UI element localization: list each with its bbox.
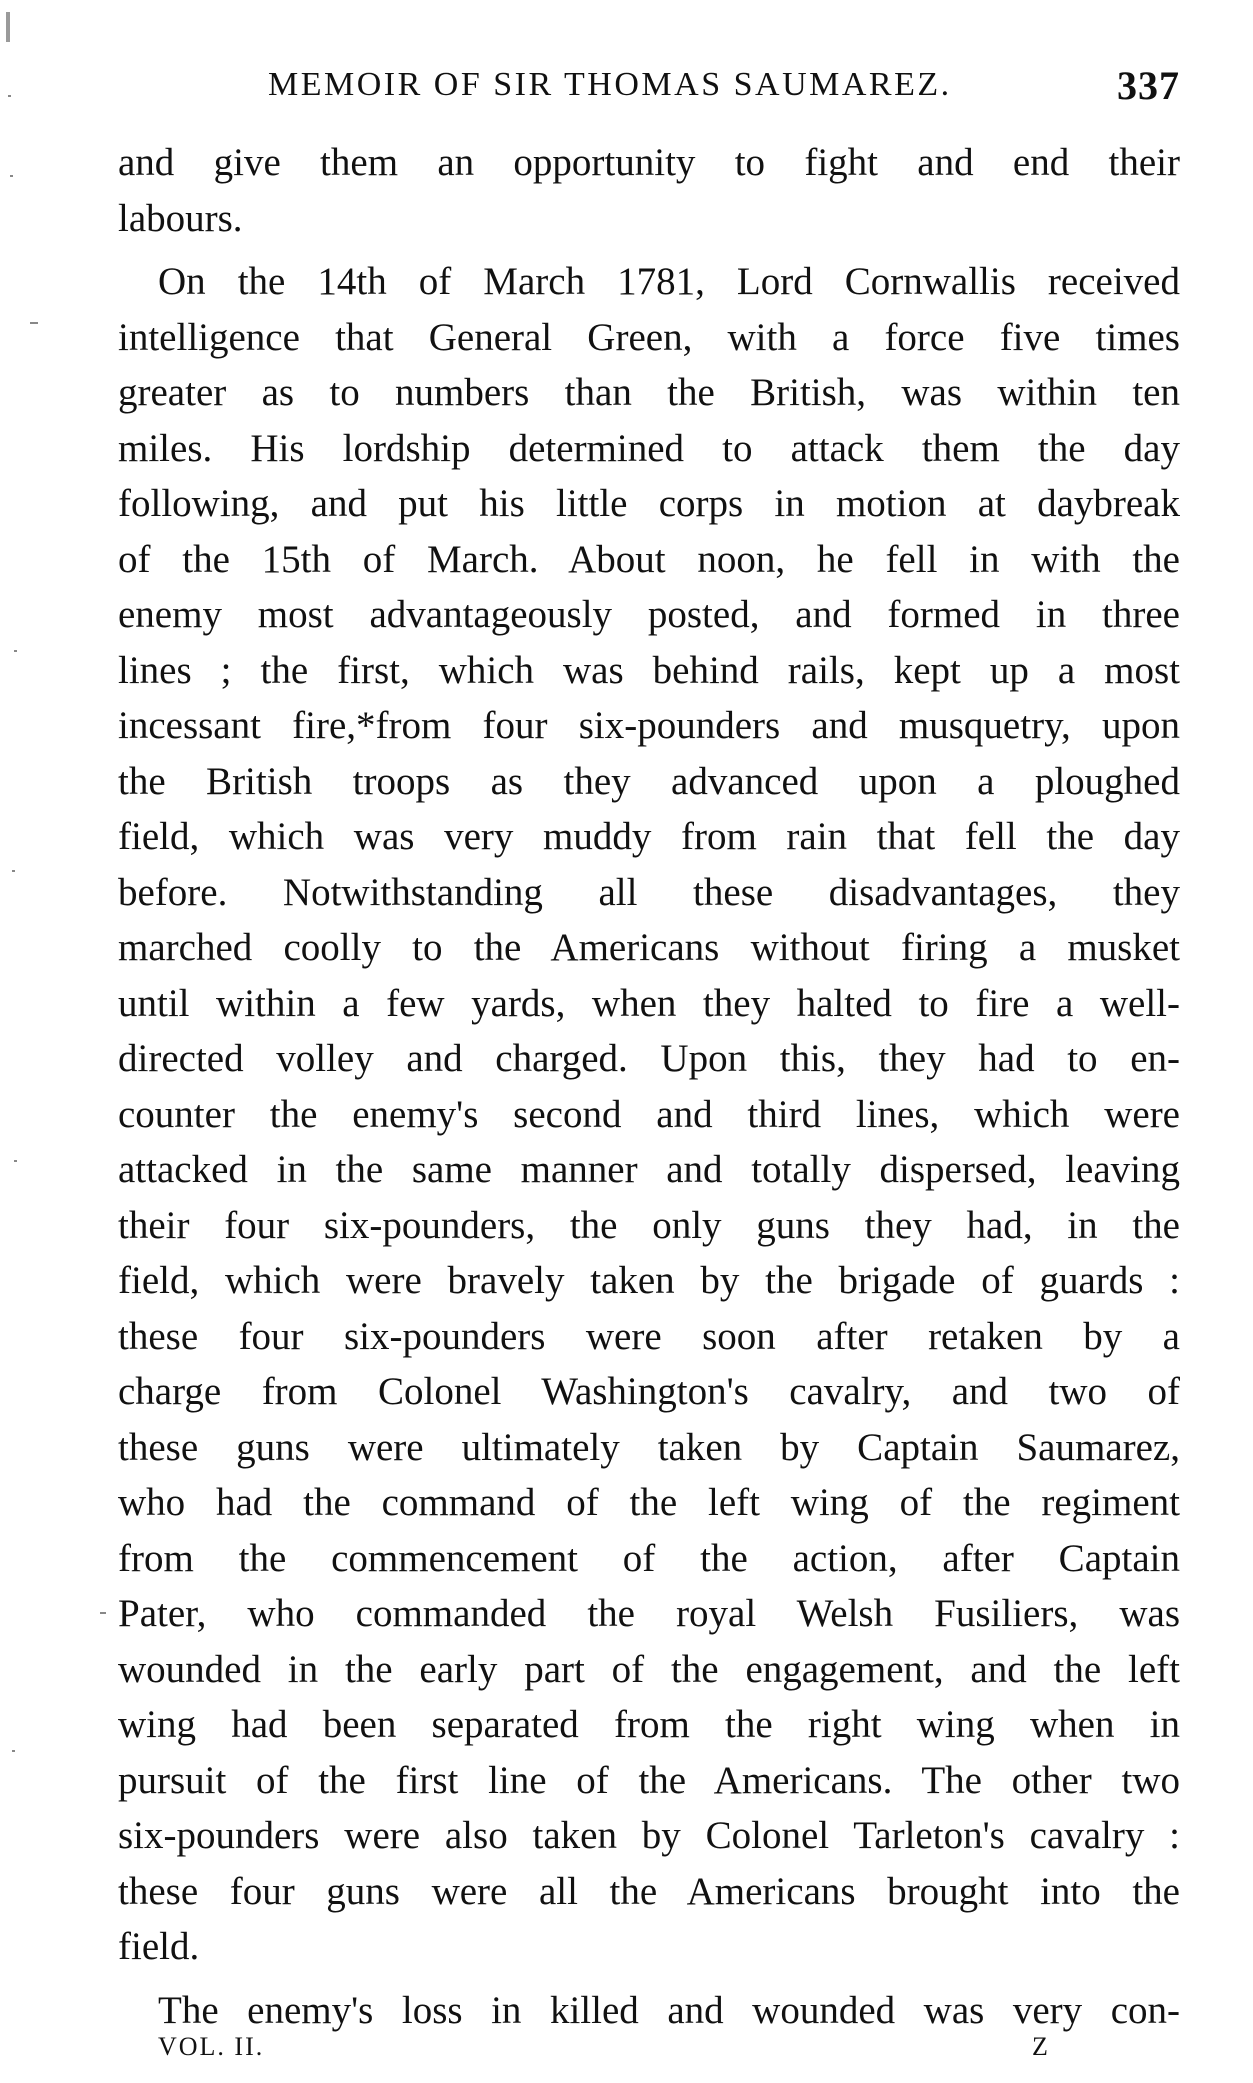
text-line: following, and put his little corps in motion at daybreak <box>118 482 1180 525</box>
text-line: the British troops as they advanced upon a ploughed <box>118 759 1180 803</box>
paragraph-first-line: The enemy's loss in killed and wounded was very con- <box>158 1988 1180 2032</box>
text-line: counter the enemy's second and third lines, which were <box>118 1092 1180 1136</box>
text-line: labours. <box>118 196 243 240</box>
text-line: six-pounders were also taken by Colonel Tarleton's cavalry : <box>118 1814 1180 1857</box>
text-line: field, which was very muddy from rain that fell the day <box>118 815 1180 858</box>
text-line: pursuit of the first line of the Americans. The other two <box>118 1758 1180 1802</box>
text-line: charge from Colonel Washington's cavalry, and two of <box>118 1370 1180 1413</box>
text-line: of the 15th of March. About noon, he fell in with the <box>118 537 1180 581</box>
scan-speck <box>10 175 13 177</box>
signature-mark: Z <box>1032 2032 1050 2061</box>
scan-speck <box>14 1160 17 1162</box>
text-line: from the commencement of the action, after Captain <box>118 1536 1180 1580</box>
scan-speck <box>12 1750 15 1752</box>
text-line: incessant fire,*from four six-pounders and musquetry, upon <box>118 704 1180 747</box>
scan-speck <box>100 1612 106 1614</box>
text-line: lines ; the first, which was behind rails, kept up a most <box>118 648 1180 692</box>
running-title: MEMOIR OF SIR THOMAS SAUMAREZ. <box>268 66 952 103</box>
volume-mark: VOL. II. <box>158 2032 265 2061</box>
page-number: 337 <box>1117 63 1180 108</box>
text-line: enemy most advantageously posted, and formed in three <box>118 593 1180 636</box>
text-line: these four six-pounders were soon after retaken by a <box>118 1314 1180 1358</box>
page-footer <box>118 2032 1180 2072</box>
text-line: wounded in the early part of the engagement, and the left <box>118 1647 1180 1691</box>
scan-speck <box>14 650 17 652</box>
body-text <box>118 135 1180 2038</box>
scan-speck <box>30 322 38 324</box>
text-line: who had the command of the left wing of the regiment <box>118 1481 1180 1524</box>
text-line: before. Notwithstanding all these disadvantages, they <box>118 870 1180 914</box>
scan-speck <box>12 870 15 872</box>
text-line: field. <box>118 1925 200 1968</box>
text-line: and give them an opportunity to fight and end their <box>118 141 1180 184</box>
text-line: these four guns were all the Americans brought into the <box>118 1869 1180 1913</box>
paragraph-first-line: On the 14th of March 1781, Lord Cornwallis received <box>158 260 1180 303</box>
text-line: miles. His lordship determined to attack them the day <box>118 426 1180 470</box>
running-head <box>118 58 1180 118</box>
scan-speck <box>6 12 10 42</box>
text-line: Pater, who commanded the royal Welsh Fusiliers, was <box>118 1592 1180 1635</box>
text-line: marched coolly to the Americans without firing a musket <box>118 926 1180 969</box>
text-line: directed volley and charged. Upon this, they had to en- <box>118 1037 1180 1080</box>
text-line: intelligence that General Green, with a force five times <box>118 315 1180 359</box>
text-line: until within a few yards, when they halted to fire a well- <box>118 981 1180 1025</box>
text-line: these guns were ultimately taken by Captain Saumarez, <box>118 1425 1180 1469</box>
text-line: their four six-pounders, the only guns they had, in the <box>118 1203 1180 1247</box>
text-line: attacked in the same manner and totally dispersed, leaving <box>118 1148 1180 1191</box>
text-line: greater as to numbers than the British, was within ten <box>118 371 1180 414</box>
text-line: field, which were bravely taken by the brigade of guards : <box>118 1259 1180 1302</box>
scan-speck <box>8 95 11 97</box>
text-line: wing had been separated from the right wing when in <box>118 1703 1180 1746</box>
